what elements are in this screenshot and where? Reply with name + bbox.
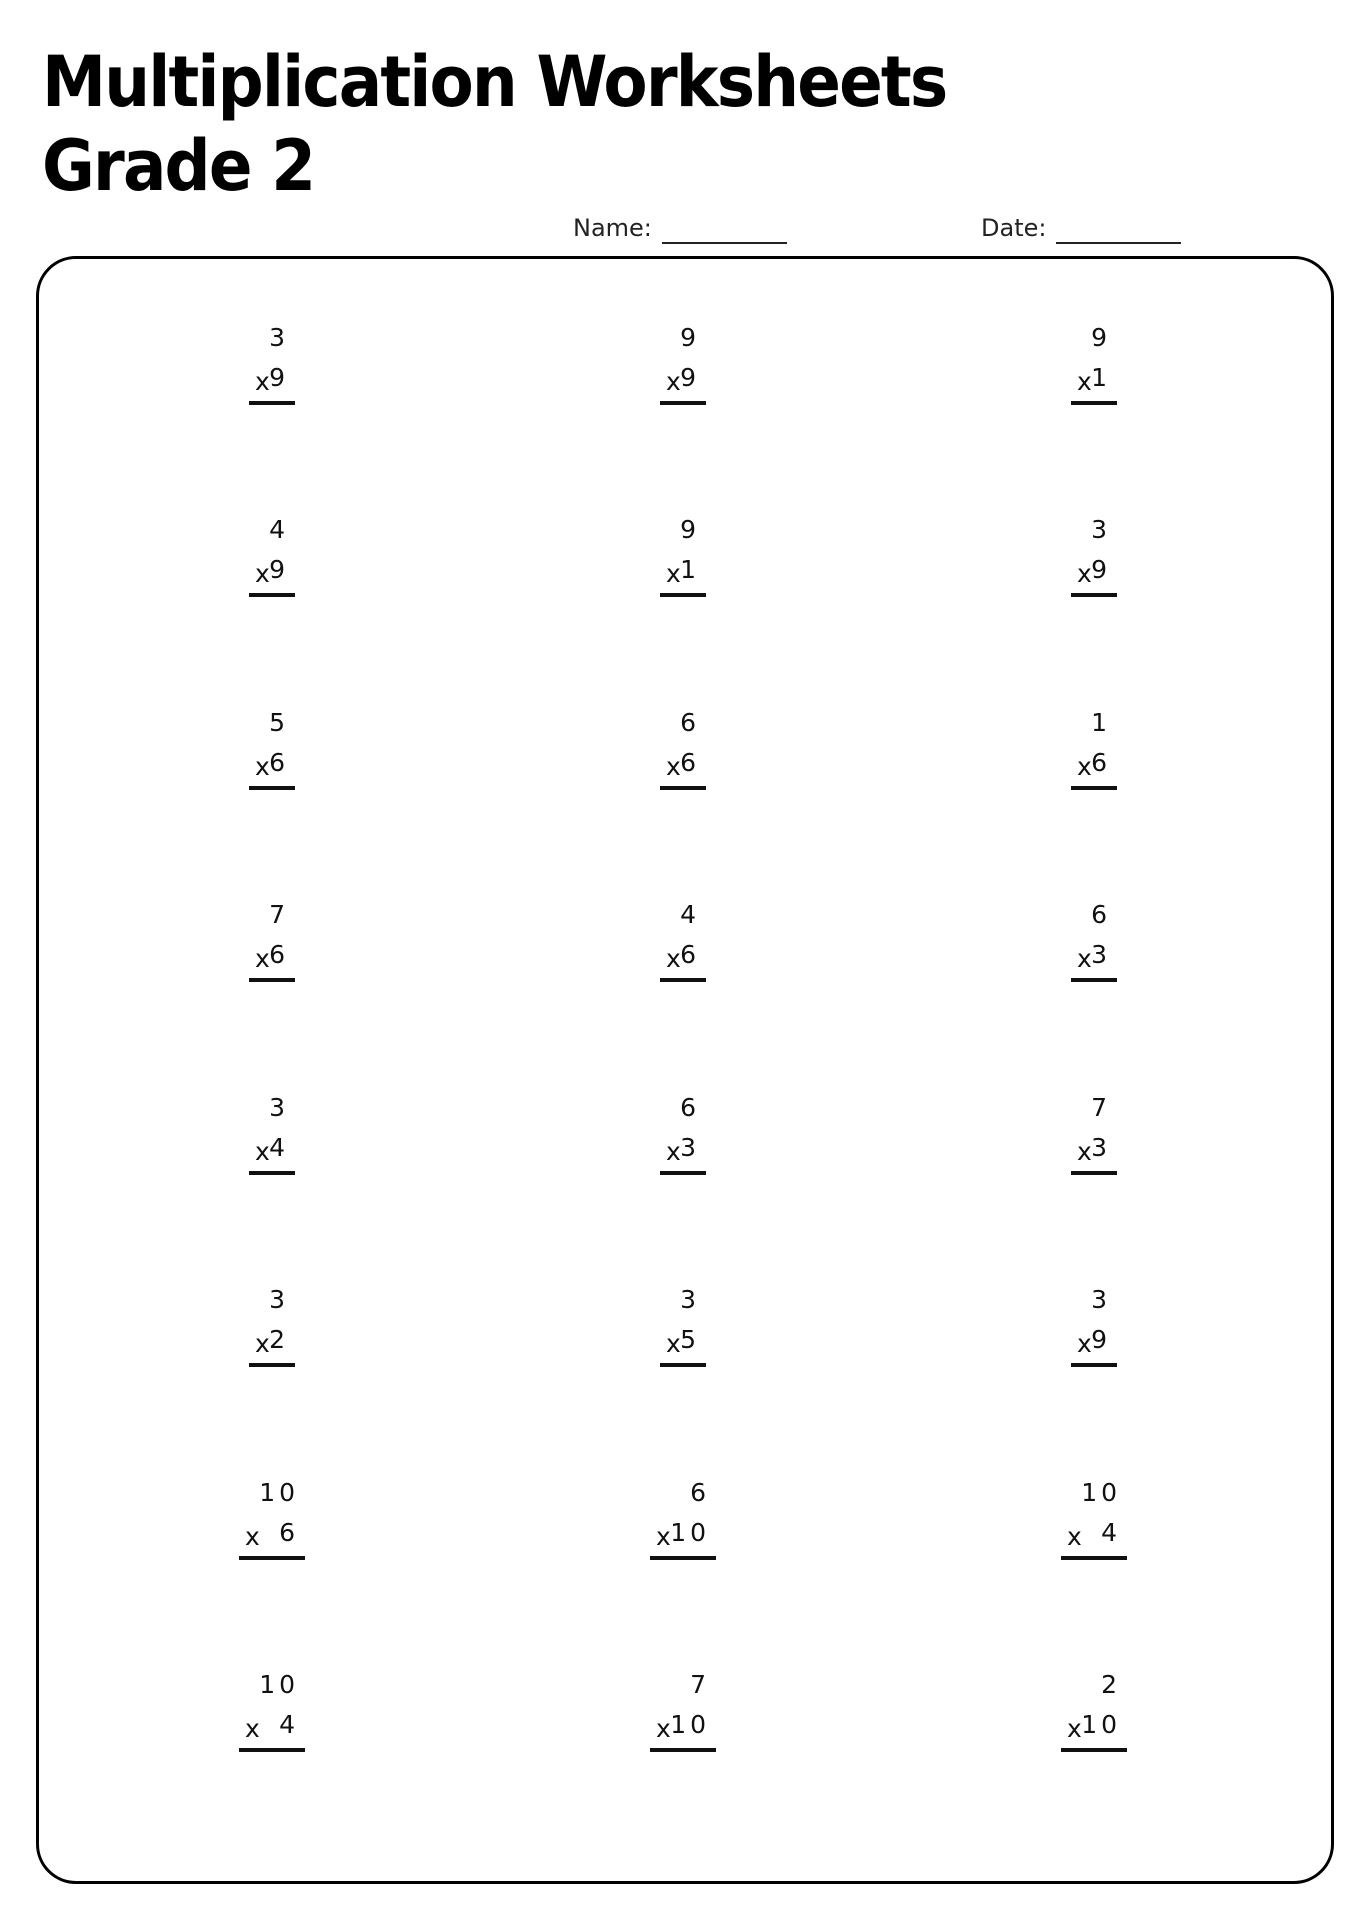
problem-top-number: 5	[269, 708, 289, 737]
problem-12	[1071, 900, 1117, 992]
multiply-sign: x	[245, 1714, 260, 1743]
problem-24	[1061, 1670, 1127, 1762]
multiply-sign: x	[666, 559, 681, 588]
problem-bottom-number: 6	[680, 748, 700, 777]
problem-18	[1071, 1285, 1117, 1377]
problem-top-number: 9	[1091, 323, 1111, 352]
multiply-sign: x	[255, 1137, 270, 1166]
problem-bottom-number: 9	[680, 363, 700, 392]
problem-top-number: 2	[1101, 1670, 1121, 1699]
problem-6	[1071, 515, 1117, 607]
problem-bottom-number: 3	[1091, 1133, 1111, 1162]
multiply-sign: x	[666, 1137, 681, 1166]
problem-top-number: 1	[1091, 708, 1111, 737]
problem-21	[1061, 1478, 1127, 1570]
problem-bottom-number: 10	[670, 1518, 710, 1547]
problem-bottom-number: 2	[269, 1325, 289, 1354]
problem-20	[650, 1478, 716, 1570]
problem-top-number: 3	[1091, 1285, 1111, 1314]
problem-bottom-number: 6	[269, 940, 289, 969]
problem-top-number: 6	[690, 1478, 710, 1507]
problem-top-number: 9	[680, 515, 700, 544]
multiply-sign: x	[255, 944, 270, 973]
problem-10	[249, 900, 295, 992]
problem-19	[239, 1478, 305, 1570]
problem-8	[660, 708, 706, 800]
answer-line[interactable]	[1071, 1363, 1117, 1367]
multiply-sign: x	[666, 1329, 681, 1358]
multiply-sign: x	[255, 367, 270, 396]
problem-13	[249, 1093, 295, 1185]
answer-line[interactable]	[1061, 1556, 1127, 1560]
problem-bottom-number: 9	[1091, 555, 1111, 584]
problem-2	[660, 323, 706, 415]
problem-bottom-number: 1	[680, 555, 700, 584]
problem-17	[660, 1285, 706, 1377]
problem-top-number: 10	[259, 1478, 299, 1507]
problem-top-number: 4	[269, 515, 289, 544]
problem-top-number: 7	[690, 1670, 710, 1699]
problem-4	[249, 515, 295, 607]
multiply-sign: x	[666, 944, 681, 973]
problem-23	[650, 1670, 716, 1762]
problem-14	[660, 1093, 706, 1185]
multiply-sign: x	[656, 1714, 671, 1743]
problem-22	[239, 1670, 305, 1762]
multiply-sign: x	[255, 559, 270, 588]
answer-line[interactable]	[1061, 1748, 1127, 1752]
answer-line[interactable]	[1071, 978, 1117, 982]
problem-5	[660, 515, 706, 607]
problem-top-number: 7	[269, 900, 289, 929]
multiply-sign: x	[1077, 1329, 1092, 1358]
name-label: Name:	[573, 214, 652, 242]
name-blank-line[interactable]	[662, 222, 787, 244]
multiply-sign: x	[1077, 559, 1092, 588]
problem-bottom-number: 9	[1091, 1325, 1111, 1354]
problem-bottom-number: 10	[1081, 1710, 1121, 1739]
multiply-sign: x	[255, 752, 270, 781]
answer-line[interactable]	[249, 401, 295, 405]
answer-line[interactable]	[239, 1748, 305, 1752]
problem-bottom-number: 9	[269, 555, 289, 584]
answer-line[interactable]	[249, 1171, 295, 1175]
problem-15	[1071, 1093, 1117, 1185]
date-field[interactable]	[981, 214, 1181, 242]
problem-top-number: 9	[680, 323, 700, 352]
problem-bottom-number: 6	[279, 1518, 299, 1547]
problem-top-number: 3	[1091, 515, 1111, 544]
multiply-sign: x	[1067, 1714, 1082, 1743]
problem-top-number: 6	[680, 1093, 700, 1122]
multiply-sign: x	[255, 1329, 270, 1358]
problem-11	[660, 900, 706, 992]
title-line-1: Multiplication Worksheets	[42, 41, 947, 123]
answer-line[interactable]	[249, 978, 295, 982]
problems-panel	[36, 256, 1334, 1884]
problem-7	[249, 708, 295, 800]
problem-bottom-number: 6	[1091, 748, 1111, 777]
answer-line[interactable]	[1071, 593, 1117, 597]
problem-top-number: 6	[680, 708, 700, 737]
problem-top-number: 3	[269, 1093, 289, 1122]
date-label: Date:	[981, 214, 1047, 242]
answer-line[interactable]	[660, 786, 706, 790]
answer-line[interactable]	[249, 593, 295, 597]
problem-top-number: 3	[680, 1285, 700, 1314]
problem-bottom-number: 4	[1101, 1518, 1121, 1547]
name-field[interactable]	[573, 214, 787, 242]
answer-line[interactable]	[1071, 786, 1117, 790]
problem-bottom-number: 6	[269, 748, 289, 777]
problem-bottom-number: 3	[680, 1133, 700, 1162]
answer-line[interactable]	[660, 978, 706, 982]
problem-bottom-number: 4	[279, 1710, 299, 1739]
problem-top-number: 7	[1091, 1093, 1111, 1122]
answer-line[interactable]	[660, 593, 706, 597]
problem-top-number: 10	[259, 1670, 299, 1699]
multiply-sign: x	[245, 1522, 260, 1551]
problem-bottom-number: 3	[1091, 940, 1111, 969]
problem-top-number: 6	[1091, 900, 1111, 929]
problem-bottom-number: 9	[269, 363, 289, 392]
multiply-sign: x	[1067, 1522, 1082, 1551]
multiply-sign: x	[1077, 367, 1092, 396]
problem-bottom-number: 5	[680, 1325, 700, 1354]
problem-16	[249, 1285, 295, 1377]
date-blank-line[interactable]	[1056, 222, 1181, 244]
answer-line[interactable]	[660, 1171, 706, 1175]
problem-bottom-number: 1	[1091, 363, 1111, 392]
problem-3	[1071, 323, 1117, 415]
answer-line[interactable]	[1071, 401, 1117, 405]
multiply-sign: x	[666, 367, 681, 396]
title-line-2: Grade 2	[42, 125, 315, 207]
answer-line[interactable]	[650, 1556, 716, 1560]
worksheet-title	[42, 40, 946, 208]
answer-line[interactable]	[249, 1363, 295, 1367]
answer-line[interactable]	[650, 1748, 716, 1752]
problem-top-number: 3	[269, 323, 289, 352]
answer-line[interactable]	[660, 401, 706, 405]
problem-bottom-number: 10	[670, 1710, 710, 1739]
problem-top-number: 10	[1081, 1478, 1121, 1507]
answer-line[interactable]	[249, 786, 295, 790]
problem-bottom-number: 4	[269, 1133, 289, 1162]
multiply-sign: x	[666, 752, 681, 781]
answer-line[interactable]	[239, 1556, 305, 1560]
problem-top-number: 3	[269, 1285, 289, 1314]
answer-line[interactable]	[1071, 1171, 1117, 1175]
problem-top-number: 4	[680, 900, 700, 929]
problem-9	[1071, 708, 1117, 800]
multiply-sign: x	[1077, 944, 1092, 973]
problem-1	[249, 323, 295, 415]
answer-line[interactable]	[660, 1363, 706, 1367]
multiply-sign: x	[1077, 1137, 1092, 1166]
multiply-sign: x	[656, 1522, 671, 1551]
multiply-sign: x	[1077, 752, 1092, 781]
problem-bottom-number: 6	[680, 940, 700, 969]
